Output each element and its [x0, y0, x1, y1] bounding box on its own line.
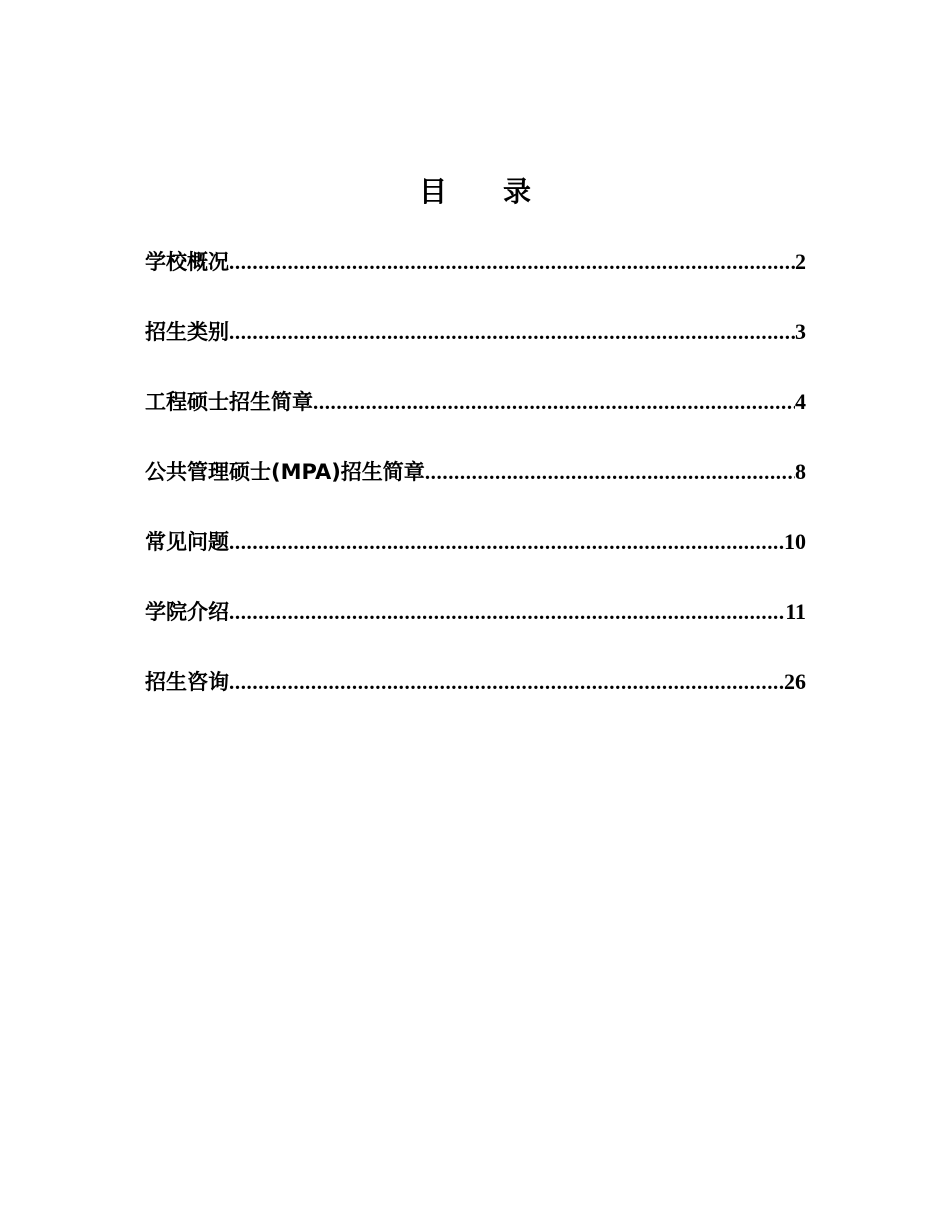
- toc-leader-dots: [229, 244, 795, 280]
- toc-leader-dots: [425, 454, 795, 490]
- toc-entry-page: 8: [795, 459, 806, 484]
- toc-entry-mpa[interactable]: [145, 454, 806, 524]
- toc-entry-page: 3: [795, 319, 806, 344]
- toc-entry-label: 公共管理硕士(MPA)招生简章: [145, 460, 425, 484]
- toc-entry-admission-inquiry[interactable]: [145, 664, 806, 734]
- toc-entry-page: 26: [784, 669, 806, 694]
- toc-title: 目 录: [418, 175, 531, 208]
- toc-entry-school-overview[interactable]: [145, 244, 806, 314]
- toc-entry-colleges[interactable]: [145, 594, 806, 664]
- toc-leader-dots: [229, 594, 785, 630]
- toc-entry-label: 学院介绍: [145, 600, 229, 624]
- toc-leader-dots: [229, 664, 784, 700]
- toc-entry-admission-categories[interactable]: [145, 314, 806, 384]
- toc-entry-engineering-masters[interactable]: [145, 384, 806, 454]
- table-of-contents: [145, 244, 806, 734]
- toc-entry-page: 2: [795, 249, 806, 274]
- toc-entry-label: 学校概况: [145, 250, 229, 274]
- toc-leader-dots: [229, 524, 784, 560]
- toc-leader-dots: [313, 384, 795, 420]
- toc-entry-page: 4: [795, 389, 806, 414]
- toc-entry-label: 工程硕士招生简章: [145, 390, 313, 414]
- toc-entry-label: 招生类别: [145, 320, 229, 344]
- toc-entry-label: 招生咨询: [145, 670, 229, 694]
- toc-entry-page: 11: [785, 599, 806, 624]
- toc-entry-page: 10: [784, 529, 806, 554]
- toc-entry-faq[interactable]: [145, 524, 806, 594]
- toc-entry-label: 常见问题: [145, 530, 229, 554]
- toc-leader-dots: [229, 314, 795, 350]
